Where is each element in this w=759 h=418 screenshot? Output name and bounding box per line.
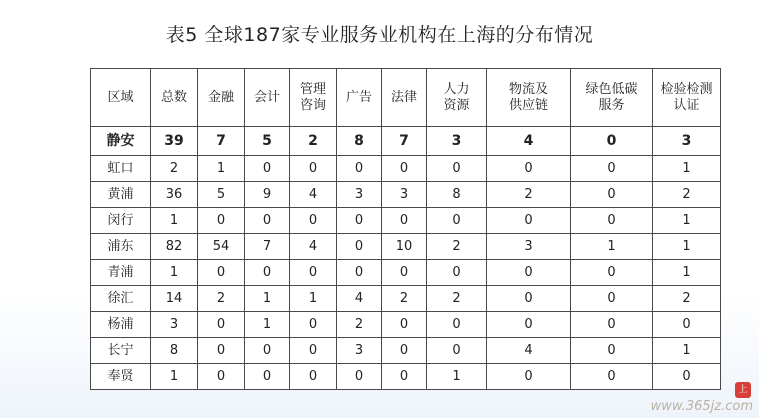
region-cell: 徐汇 — [91, 286, 151, 312]
count-cell: 0 — [653, 364, 721, 390]
count-cell: 10 — [382, 234, 427, 260]
count-cell: 0 — [571, 208, 653, 234]
count-cell: 0 — [427, 156, 487, 182]
header-cell: 金融 — [198, 69, 245, 127]
count-cell: 7 — [382, 127, 427, 156]
count-cell: 54 — [198, 234, 245, 260]
count-cell: 0 — [571, 156, 653, 182]
count-cell: 0 — [571, 338, 653, 364]
count-cell: 0 — [571, 127, 653, 156]
count-cell: 1 — [653, 208, 721, 234]
count-cell: 7 — [198, 127, 245, 156]
count-cell: 1 — [151, 260, 198, 286]
count-cell: 0 — [382, 364, 427, 390]
count-cell: 0 — [198, 208, 245, 234]
header-cell: 会计 — [245, 69, 290, 127]
count-cell: 0 — [571, 312, 653, 338]
count-cell: 0 — [487, 286, 571, 312]
region-cell: 浦东 — [91, 234, 151, 260]
count-cell: 2 — [337, 312, 382, 338]
count-cell: 0 — [337, 260, 382, 286]
count-cell: 0 — [427, 312, 487, 338]
header-cell: 绿色低碳 服务 — [571, 69, 653, 127]
count-cell: 0 — [290, 260, 337, 286]
count-cell: 3 — [653, 127, 721, 156]
count-cell: 0 — [337, 208, 382, 234]
count-cell: 0 — [571, 260, 653, 286]
table-row — [91, 312, 721, 338]
count-cell: 1 — [245, 312, 290, 338]
header-cell: 人力 资源 — [427, 69, 487, 127]
watermark-text: www.365jz.com — [650, 399, 753, 414]
count-cell: 0 — [382, 338, 427, 364]
region-cell: 黄浦 — [91, 182, 151, 208]
count-cell: 2 — [151, 156, 198, 182]
count-cell: 0 — [487, 312, 571, 338]
table-row — [91, 286, 721, 312]
count-cell: 0 — [571, 286, 653, 312]
count-cell: 1 — [290, 286, 337, 312]
count-cell: 0 — [382, 260, 427, 286]
count-cell: 0 — [290, 312, 337, 338]
count-cell: 8 — [337, 127, 382, 156]
header-cell: 总数 — [151, 69, 198, 127]
table-row — [91, 127, 721, 156]
count-cell: 4 — [487, 127, 571, 156]
count-cell: 0 — [337, 364, 382, 390]
count-cell: 8 — [151, 338, 198, 364]
count-cell: 39 — [151, 127, 198, 156]
count-cell: 4 — [290, 234, 337, 260]
header-cell: 检验检测 认证 — [653, 69, 721, 127]
header-cell: 物流及 供应链 — [487, 69, 571, 127]
count-cell: 2 — [427, 286, 487, 312]
table-row — [91, 364, 721, 390]
count-cell: 1 — [653, 338, 721, 364]
region-cell: 虹口 — [91, 156, 151, 182]
count-cell: 2 — [653, 286, 721, 312]
count-cell: 8 — [427, 182, 487, 208]
count-cell: 1 — [653, 156, 721, 182]
count-cell: 2 — [382, 286, 427, 312]
count-cell: 82 — [151, 234, 198, 260]
count-cell: 0 — [337, 156, 382, 182]
region-cell: 杨浦 — [91, 312, 151, 338]
count-cell: 3 — [382, 182, 427, 208]
count-cell: 0 — [382, 208, 427, 234]
count-cell: 0 — [487, 364, 571, 390]
count-cell: 14 — [151, 286, 198, 312]
watermark-logo: 上 — [735, 382, 751, 398]
count-cell: 0 — [198, 364, 245, 390]
table-row — [91, 208, 721, 234]
count-cell: 7 — [245, 234, 290, 260]
count-cell: 3 — [151, 312, 198, 338]
count-cell: 0 — [427, 260, 487, 286]
count-cell: 3 — [337, 338, 382, 364]
header-cell: 法律 — [382, 69, 427, 127]
count-cell: 1 — [571, 234, 653, 260]
count-cell: 2 — [198, 286, 245, 312]
count-cell: 0 — [571, 364, 653, 390]
count-cell: 1 — [151, 208, 198, 234]
count-cell: 1 — [198, 156, 245, 182]
header-cell: 广告 — [337, 69, 382, 127]
count-cell: 4 — [337, 286, 382, 312]
count-cell: 2 — [427, 234, 487, 260]
count-cell: 0 — [198, 260, 245, 286]
count-cell: 0 — [653, 312, 721, 338]
count-cell: 4 — [487, 338, 571, 364]
count-cell: 2 — [487, 182, 571, 208]
count-cell: 0 — [290, 364, 337, 390]
region-cell: 长宁 — [91, 338, 151, 364]
region-cell: 静安 — [91, 127, 151, 156]
count-cell: 3 — [337, 182, 382, 208]
table-row — [91, 260, 721, 286]
count-cell: 0 — [487, 208, 571, 234]
count-cell: 0 — [290, 338, 337, 364]
table-row — [91, 182, 721, 208]
count-cell: 5 — [198, 182, 245, 208]
count-cell: 2 — [290, 127, 337, 156]
count-cell: 0 — [382, 312, 427, 338]
header-cell: 区域 — [91, 69, 151, 127]
count-cell: 36 — [151, 182, 198, 208]
table-row — [91, 156, 721, 182]
region-cell: 青浦 — [91, 260, 151, 286]
count-cell: 1 — [653, 234, 721, 260]
count-cell: 0 — [290, 208, 337, 234]
count-cell: 0 — [245, 338, 290, 364]
table-title: 表5 全球187家专业服务业机构在上海的分布情况 — [165, 24, 594, 46]
count-cell: 1 — [245, 286, 290, 312]
count-cell: 1 — [427, 364, 487, 390]
count-cell: 0 — [382, 156, 427, 182]
count-cell: 3 — [487, 234, 571, 260]
count-cell: 0 — [427, 208, 487, 234]
count-cell: 0 — [487, 156, 571, 182]
count-cell: 0 — [571, 182, 653, 208]
count-cell: 0 — [487, 260, 571, 286]
count-cell: 0 — [337, 234, 382, 260]
count-cell: 0 — [198, 338, 245, 364]
table-row — [91, 234, 721, 260]
region-cell: 闵行 — [91, 208, 151, 234]
table-row — [91, 338, 721, 364]
count-cell: 3 — [427, 127, 487, 156]
count-cell: 0 — [198, 312, 245, 338]
header-row — [91, 69, 721, 127]
count-cell: 0 — [245, 260, 290, 286]
header-cell: 管理 咨询 — [290, 69, 337, 127]
count-cell: 0 — [290, 156, 337, 182]
region-cell: 奉贤 — [91, 364, 151, 390]
count-cell: 2 — [653, 182, 721, 208]
count-cell: 0 — [245, 156, 290, 182]
count-cell: 0 — [245, 208, 290, 234]
count-cell: 0 — [245, 364, 290, 390]
count-cell: 9 — [245, 182, 290, 208]
count-cell: 0 — [427, 338, 487, 364]
count-cell: 5 — [245, 127, 290, 156]
count-cell: 1 — [151, 364, 198, 390]
count-cell: 4 — [290, 182, 337, 208]
distribution-table — [90, 68, 721, 390]
count-cell: 1 — [653, 260, 721, 286]
